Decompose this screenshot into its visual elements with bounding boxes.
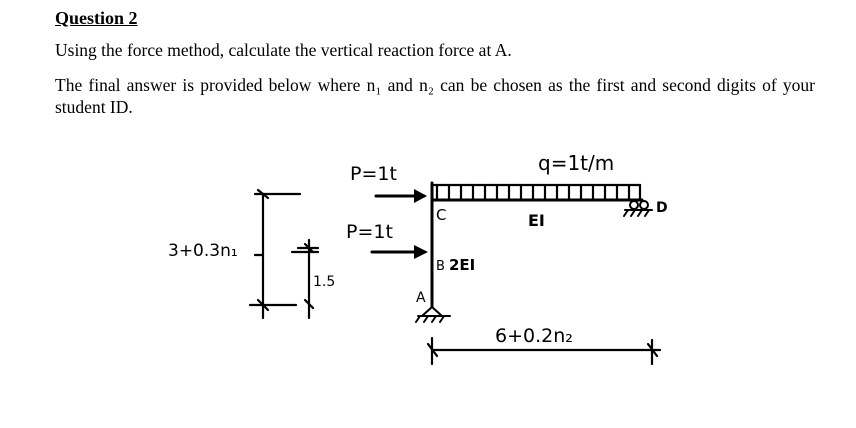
pin-support-A — [416, 307, 450, 322]
top-load-label: P=1t — [350, 163, 397, 185]
label-C: C — [436, 206, 447, 224]
question-instruction: Using the force method, calculate the vertical reaction force at A. — [55, 40, 512, 60]
question-title: Question 2 — [55, 8, 138, 28]
height-dimension — [250, 190, 300, 318]
lower-load-label: P=1t — [346, 221, 393, 243]
column-stiffness-label: 2EI — [449, 256, 476, 274]
label-B: B — [436, 259, 445, 274]
label-A: A — [416, 290, 426, 306]
distributed-load-label: q=1t/m — [538, 151, 615, 175]
height-total-label: 3+0.3n₁ — [168, 241, 238, 261]
distributed-load — [432, 185, 640, 200]
beam-stiffness-label: EI — [528, 211, 545, 230]
top-load-arrow — [376, 189, 427, 203]
question-note: The final answer is provided below where n₁ and n₂ can be chosen as the first and second digits of your student ID. — [55, 75, 815, 117]
label-D: D — [656, 200, 668, 216]
span-label: 6+0.2n₂ — [495, 325, 573, 347]
height-lower-label: 1.5 — [313, 274, 336, 290]
lower-load-arrow — [372, 245, 428, 259]
roller-support-D — [624, 201, 652, 216]
